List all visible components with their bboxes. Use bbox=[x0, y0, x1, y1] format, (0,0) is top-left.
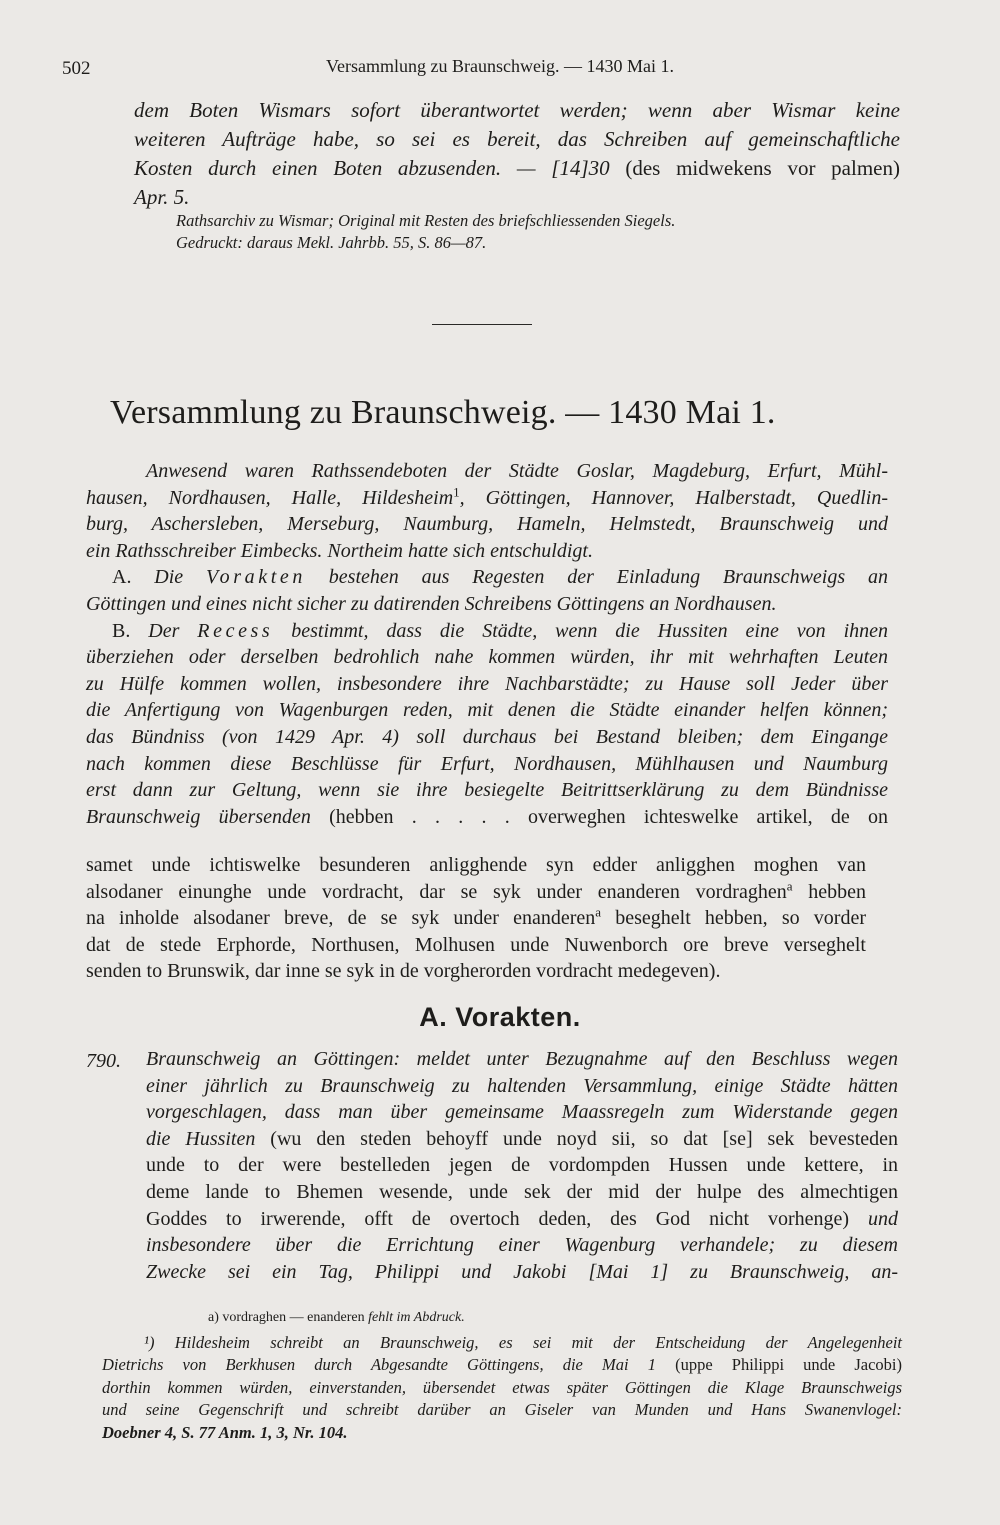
entry-text: (wu den steden behoyff unde noyd sii, so dat [se] sek bevesteden bbox=[255, 1127, 898, 1150]
summary-text: hausen, Nordhausen, Halle, Hildesheim bbox=[86, 486, 454, 509]
running-title: Versammlung zu Braunschweig. — 1430 Mai 1. bbox=[326, 56, 674, 76]
summary-line bbox=[86, 804, 888, 831]
recess-text-part: hebben bbox=[792, 880, 866, 903]
summary-line: burg, Aschersleben, Merseburg, Naumburg, Hameln, Helmstedt, Braunschweig und bbox=[86, 513, 888, 536]
summary-text: bestimmt, dass die Städte, wenn die Hussiten eine von ihnen bbox=[291, 619, 888, 642]
footnote-line: dorthin kommen würden, einverstanden, übersendet etwas später Göttingen die Klage Braunschweigs bbox=[102, 1377, 902, 1397]
recess-text bbox=[86, 852, 866, 985]
footnote-a bbox=[208, 1310, 465, 1326]
summary-text: Die bbox=[154, 566, 184, 589]
recess-line bbox=[86, 905, 866, 932]
summary-line: überziehen oder derselben bedrohlich nahe kommen würden, ihr mit wehrhaften Leuten bbox=[86, 646, 888, 669]
note-marker: a bbox=[595, 904, 602, 920]
footnote-a-text: a) vordraghen — enanderen bbox=[208, 1310, 365, 1325]
entry-line bbox=[146, 1206, 898, 1233]
footnote-a-italic: fehlt im Abdruck. bbox=[364, 1310, 465, 1325]
entry-text: und bbox=[849, 1207, 898, 1230]
summary-text: , Göttingen, Hannover, Halberstadt, Quedlin- bbox=[459, 486, 888, 509]
recess-line: samet unde ichtiswelke besunderen anligghende syn edder anligghen moghen van bbox=[86, 854, 866, 876]
document-entry bbox=[146, 1046, 898, 1285]
section-heading: A. Vorakten. bbox=[419, 1002, 581, 1032]
intro-line: Apr. 5. bbox=[134, 185, 190, 209]
part-letter: B. bbox=[112, 619, 131, 642]
intro-line: dem Boten Wismars sofort überantwortet werden; wenn aber Wismar keine bbox=[134, 98, 900, 122]
intro-line bbox=[134, 154, 900, 183]
source-line: Rathsarchiv zu Wismar; Original mit Resten des briefschliessenden Siegels. bbox=[176, 211, 676, 230]
recess-line bbox=[86, 879, 866, 906]
summary-line: die Anfertigung von Wagenburgen reden, mit denen die Städte einander helfen können; bbox=[86, 699, 888, 722]
entry-text: die Hussiten bbox=[146, 1127, 256, 1150]
footnote-text: (uppe Philippi unde Jacobi) bbox=[655, 1355, 902, 1375]
page-number: 502 bbox=[62, 58, 91, 79]
summary-text: Der bbox=[148, 619, 180, 642]
entry-line: Zwecke sei ein Tag, Philippi und Jakobi [Mai 1] zu Braunschweig, an- bbox=[146, 1260, 898, 1283]
entry-number: 790. bbox=[86, 1050, 121, 1072]
recess-text-part: na inholde alsodaner breve, de se syk under enanderen bbox=[86, 907, 596, 930]
footnote-1 bbox=[102, 1332, 902, 1444]
footnote-line: ¹) Hildesheim schreibt an Braunschweig, es sei mit der Entscheidung der Angelegenheit bbox=[144, 1333, 902, 1352]
footnote-line bbox=[102, 1354, 902, 1376]
spaced-term: Recess bbox=[197, 619, 274, 642]
part-letter: A. bbox=[112, 566, 132, 589]
recess-quote: (hebben . . . . . overweghen ichteswelke artikel, de on bbox=[310, 805, 888, 828]
note-marker: a bbox=[786, 877, 793, 893]
entry-line bbox=[146, 1126, 898, 1153]
source-line: Gedruckt: daraus Mekl. Jahrbb. 55, S. 86—87. bbox=[176, 233, 487, 252]
recess-line: senden to Brunswik, dar inne se syk in de vorgherorden vordracht medegeven). bbox=[86, 960, 721, 983]
summary-line bbox=[86, 618, 888, 645]
footnote-ref: 1 bbox=[453, 483, 460, 499]
footnote-line: Doebner 4, S. 77 Anm. 1, 3, Nr. 104. bbox=[102, 1422, 348, 1442]
summary-line bbox=[86, 485, 888, 512]
entry-line: Braunschweig an Göttingen: meldet unter Bezugnahme auf den Beschluss wegen bbox=[146, 1048, 898, 1070]
intro-date-text: (des midwekens vor palmen) bbox=[609, 156, 900, 180]
summary-line: das Bündniss (von 1429 Apr. 4) soll durchaus bei Bestand bleiben; dem Eingange bbox=[86, 725, 888, 748]
summary-line: Göttingen und eines nicht sicher zu datirenden Schreibens Göttingens an Nordhausen. bbox=[86, 592, 777, 615]
summary-paragraph bbox=[86, 458, 888, 830]
recess-text-part: beseghelt hebben, so vorder bbox=[601, 907, 866, 930]
recess-line: dat de stede Erphorde, Northusen, Molhusen unde Nuwenborch ore breve verseghelt bbox=[86, 933, 866, 956]
footnote-line: und seine Gegenschrift und schreibt darüber an Giseler van Munden und Hans Swanenvlogel: bbox=[102, 1400, 902, 1420]
entry-line: vorgeschlagen, dass man über gemeinsame Maassregeln zum Widerstande gegen bbox=[146, 1101, 898, 1124]
summary-line: Anwesend waren Rathssendeboten der Städte Goslar, Magdeburg, Erfurt, Mühl- bbox=[146, 460, 888, 482]
footnote-text: Dietrichs von Berkhusen durch Abgesandte Göttingens, die Mai 1 bbox=[102, 1355, 656, 1375]
intro-line-text: Kosten durch einen Boten abzusenden. — [14]30 bbox=[134, 156, 610, 180]
section-divider bbox=[432, 324, 532, 325]
summary-text: bestehen aus Regesten der Einladung Braunschweigs an bbox=[328, 566, 888, 589]
assembly-title: Versammlung zu Braunschweig. — 1430 Mai 1. bbox=[110, 394, 776, 431]
source-note bbox=[176, 210, 876, 254]
entry-line: deme lande to Bhemen wesende, unde sek der mid der hulpe des almechtigen bbox=[146, 1180, 898, 1203]
summary-line: nach kommen diese Beschlüsse für Erfurt, Nordhausen, Mühlhausen und Naumburg bbox=[86, 752, 888, 775]
summary-line: erst dann zur Geltung, wenn sie ihre besiegelte Beitrittserklärung zu dem Bündnisse bbox=[86, 779, 888, 802]
intro-paragraph bbox=[134, 96, 900, 212]
spaced-term: Vorakten bbox=[206, 566, 306, 589]
summary-line: ein Rathsschreiber Eimbecks. Northeim hatte sich entschuldigt. bbox=[86, 539, 593, 562]
summary-line bbox=[86, 564, 888, 591]
recess-text-part: alsodaner einunghe unde vordracht, dar se syk under enanderen vordraghen bbox=[86, 880, 787, 903]
entry-line: unde to der were bestelleden jegen de vordompden Hussen unde kettere, in bbox=[146, 1154, 898, 1177]
entry-line: einer jährlich zu Braunschweig zu haltenden Versammlung, einige Städte hätten bbox=[146, 1074, 898, 1097]
entry-line: insbesondere über die Errichtung einer Wagenburg verhandele; zu diesem bbox=[146, 1234, 898, 1257]
summary-line: zu Hülfe kommen wollen, insbesondere ihre Nachbarstädte; zu Hause soll Jeder über bbox=[86, 672, 888, 695]
entry-text: Goddes to irwerende, offt de overtoch deden, des God nicht vorhenge) bbox=[146, 1207, 850, 1230]
summary-text: Braunschweig übersenden bbox=[86, 805, 311, 828]
intro-line: weiteren Aufträge habe, so sei es bereit, das Schreiben auf gemeinschaftliche bbox=[134, 127, 900, 151]
